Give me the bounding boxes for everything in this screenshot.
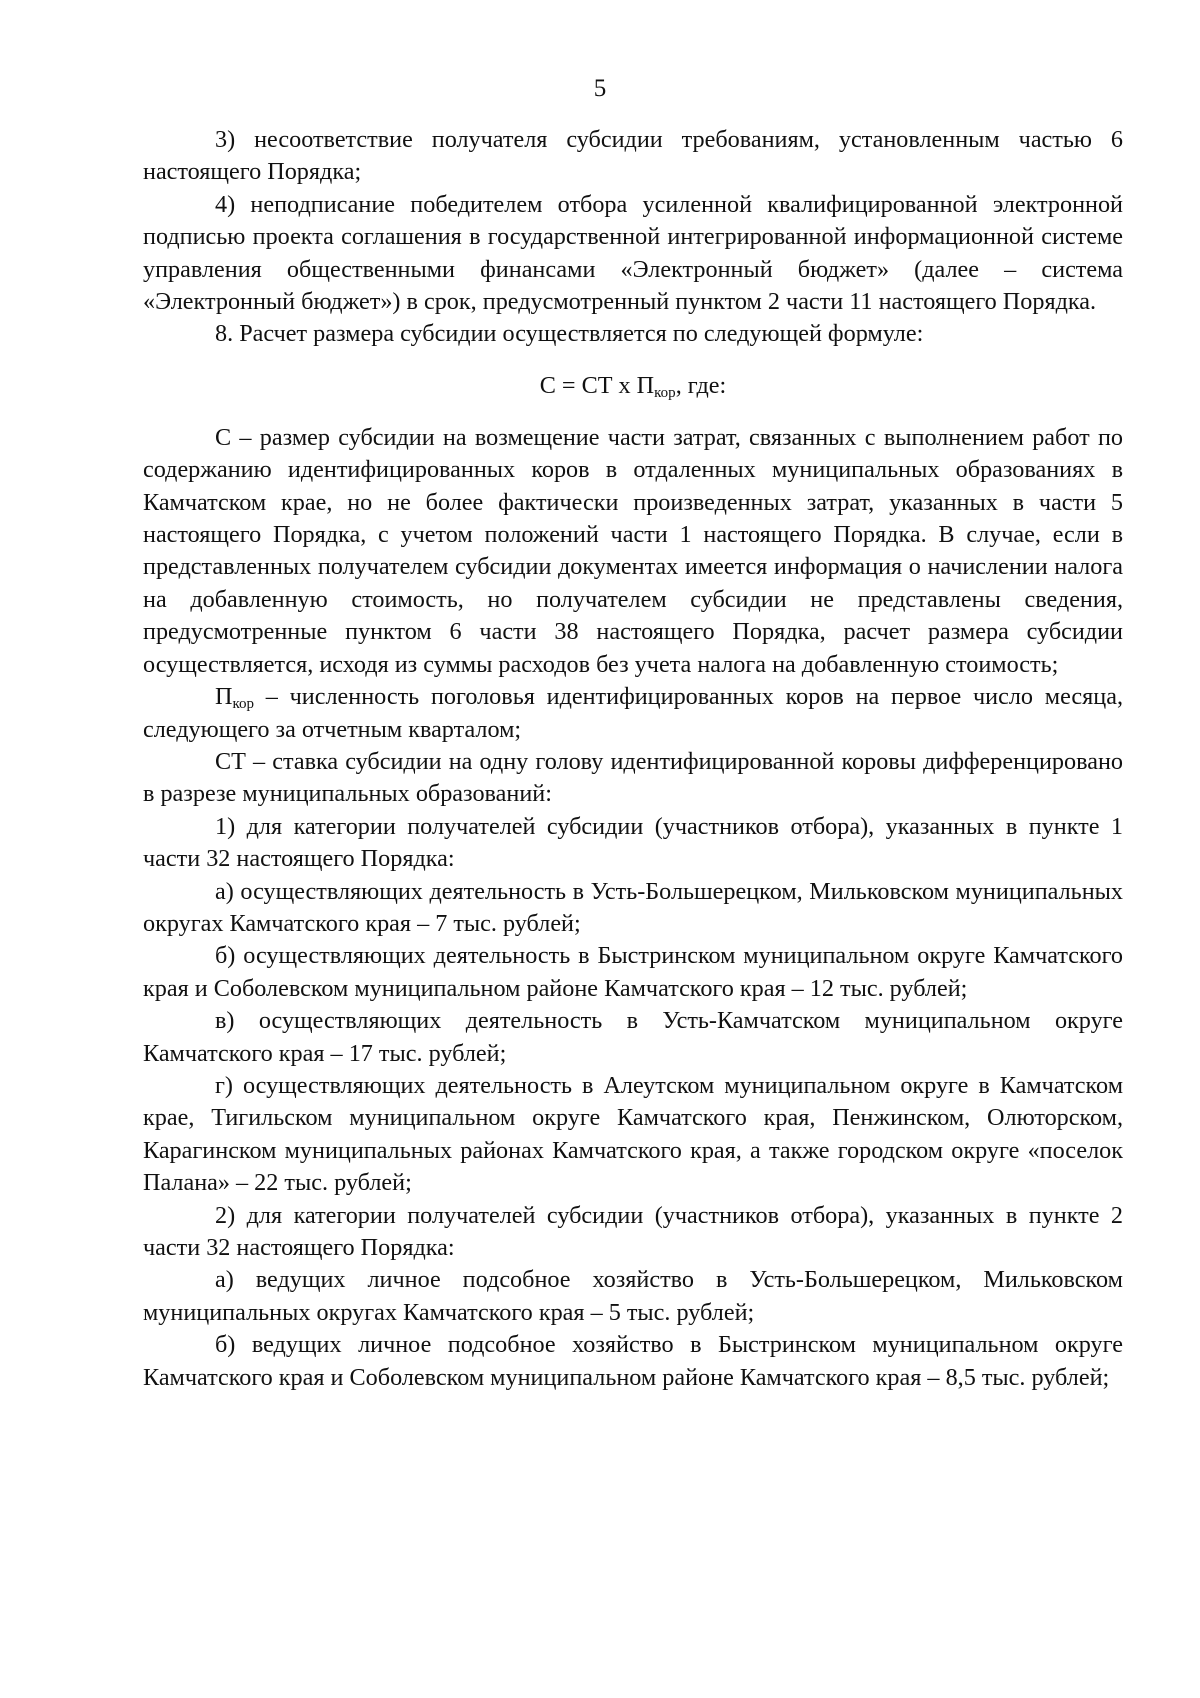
document-body [143,124,1123,1394]
formula-subscript: кор [654,384,676,401]
list-item-1v: в) осуществляющих деятельность в Усть-Камчатском муниципальном округе Камчатского края – 17 тыс. рублей; [143,1007,1123,1067]
definition-st: СТ – ставка субсидии на одну голову идентифицированной коровы дифференцировано в разрезе муниципальных образований: [143,747,1123,808]
list-item-2: 2) для категории получателей субсидии (участников отбора), указанных в пункте 2 части 32 настоящего Порядка: [143,1201,1123,1261]
definition-p-subscript: кор [232,696,254,713]
list-item-2b: б) ведущих личное подсобное хозяйство в Быстринском муниципальном округе Камчатского края и Соболевском муниципальном районе Камчатского края – 8,5 тыс. рублей; [143,1331,1123,1391]
definition-c: С – размер субсидии на возмещение части затрат, связанных с выполнением работ по содержанию идентифицированных коров в отдаленных муниципальных образованиях в Камчатском крае, но не более фактически произведенных затрат, указанных в части 5 настоящего Порядка, с учетом положений части 1 настоящего Порядка. В случае, если в представленных получателем субсидии документах имеется информация о начислении налога на добавленную стоимость, но получателем субсидии не представлены сведения, предусмотренные пунктом 6 части 38 настоящего Порядка, расчет размера субсидии осуществляется, исходя из суммы расходов без учета налога на добавленную стоимость; [143,423,1123,678]
paragraph-item-4: 4) неподписание победителем отбора усиленной квалифицированной электронной подписью проекта соглашения в государственной интегрированной информационной системе управления общественными финансами «Электронный бюджет» (далее – система «Электронный бюджет») в срок, предусмотренный пунктом 2 части 11 настоящего Порядка. [143,190,1123,316]
definition-p-symbol: П [215,683,233,711]
paragraph-section-8: 8. Расчет размера субсидии осуществляется по следующей формуле: [215,320,924,348]
list-item-1g: г) осуществляющих деятельность в Алеутском муниципальном округе в Камчатском крае, Тигильском муниципальном округе Камчатского края, Пенжинском, Олюторском, Карагинском муниципальных районах Камчатского края, а также городском округе «поселок Палана» – 22 тыс. рублей; [143,1071,1123,1197]
definition-p-text: – численность поголовья идентифицированных коров на первое число месяца, следующего за отчетным кварталом; [143,683,1123,743]
formula-rhs: , где: [675,371,727,399]
list-item-2a: а) ведущих личное подсобное хозяйство в Усть-Большерецком, Мильковском муниципальных округах Камчатского края – 5 тыс. рублей; [143,1266,1123,1326]
definition-p [143,681,1123,746]
list-item-1a: а) осуществляющих деятельность в Усть-Большерецком, Мильковском муниципальных округах Камчатского края – 7 тыс. рублей; [143,877,1123,937]
paragraph-item-3: 3) несоответствие получателя субсидии требованиям, установленным частью 6 настоящего Порядка; [143,126,1123,186]
formula [143,351,1123,422]
page-number: 5 [593,75,607,102]
formula-lhs: С = СТ х П [539,371,655,399]
list-item-1: 1) для категории получателей субсидии (участников отбора), указанных в пункте 1 части 32 настоящего Порядка: [143,812,1123,873]
list-item-1b: б) осуществляющих деятельность в Быстринском муниципальном округе Камчатского края и Соболевском муниципальном районе Камчатского края – 12 тыс. рублей; [143,942,1123,1002]
